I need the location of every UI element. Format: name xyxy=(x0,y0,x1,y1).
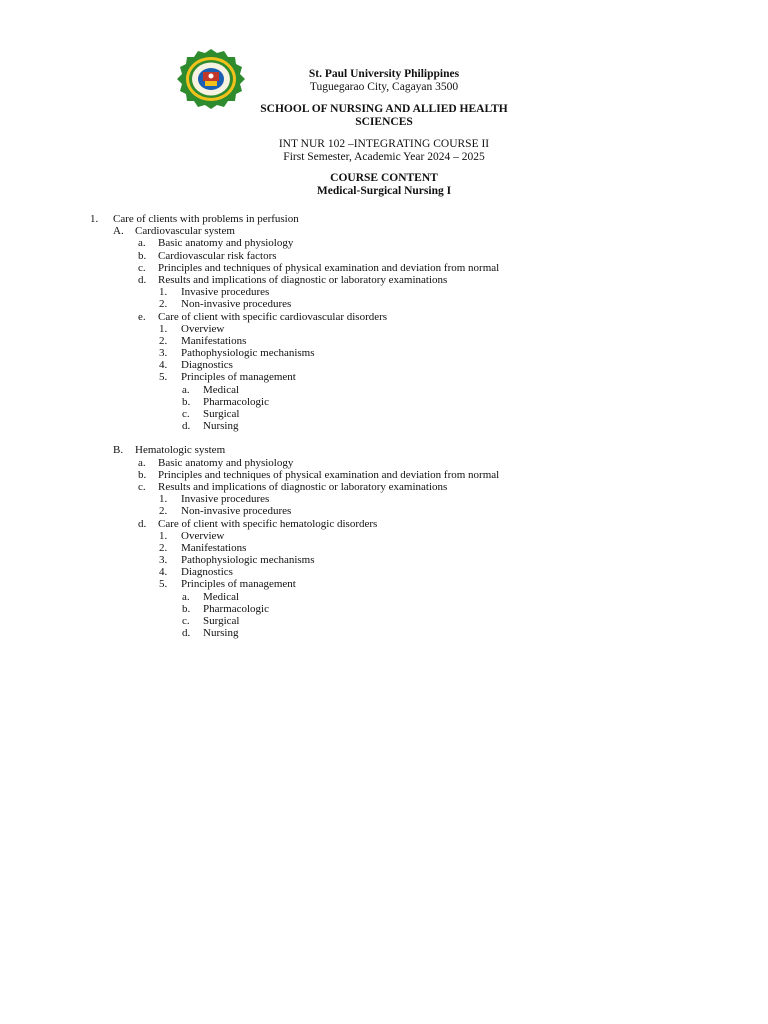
outline-label: Basic anatomy and physiology xyxy=(158,237,294,250)
outline-label: Pathophysiologic mechanisms xyxy=(181,554,315,567)
course-code: INT NUR 102 –INTEGRATING COURSE II xyxy=(278,138,490,150)
outline-label: Medical xyxy=(203,590,240,603)
outline-marker: d. xyxy=(182,420,191,433)
outline-label: Results and implications of diagnostic or laboratory examinations xyxy=(158,273,448,286)
outline-marker: b. xyxy=(138,468,147,481)
outline-item-1-A-e-5-b xyxy=(0,396,768,408)
outline-label: Overview xyxy=(181,322,225,335)
outline-label: Pharmacologic xyxy=(203,602,269,615)
outline-label: Basic anatomy and physiology xyxy=(158,456,294,469)
outline-label: Invasive procedures xyxy=(181,286,270,299)
outline-item-1-A-d-1 xyxy=(0,286,768,298)
outline-item-1-A-d xyxy=(0,274,768,286)
document-header xyxy=(208,68,560,197)
outline-item-1-A-e-3 xyxy=(0,347,768,359)
outline-marker: B. xyxy=(113,444,124,457)
outline-item-1-A-e xyxy=(0,311,768,323)
outline-item-1-A-e-5-c xyxy=(0,408,768,420)
outline-marker: c. xyxy=(138,480,146,493)
outline-label: Care of client with specific hematologic disorders xyxy=(158,517,378,530)
outline-label: Overview xyxy=(181,529,225,542)
outline-marker: c. xyxy=(182,615,190,627)
outline-label: Manifestations xyxy=(181,541,247,554)
outline-label: Invasive procedures xyxy=(181,493,270,506)
outline-item-1-B-d-5-d xyxy=(0,627,768,639)
outline-label: Nursing xyxy=(203,627,239,640)
outline-label: Surgical xyxy=(203,408,240,420)
outline-marker: c. xyxy=(182,408,190,420)
outline-label: Non-invasive procedures xyxy=(181,298,292,311)
outline-item-1-A-e-4 xyxy=(0,359,768,371)
outline-label: Surgical xyxy=(203,615,240,627)
outline-item-1 xyxy=(0,213,768,225)
outline-marker: 1. xyxy=(159,322,168,335)
outline-label: Pharmacologic xyxy=(203,395,269,408)
outline-marker: c. xyxy=(138,261,146,274)
outline-item-1-B-d-5-c xyxy=(0,615,768,627)
outline-item-1-A-e-5-d xyxy=(0,420,768,432)
outline-marker: 5. xyxy=(159,578,168,591)
outline-label: Principles and techniques of physical examination and deviation from normal xyxy=(158,261,500,274)
outline-marker: a. xyxy=(138,456,146,469)
outline-marker: A. xyxy=(113,225,124,238)
outline-marker: 5. xyxy=(159,371,168,384)
outline-marker: 2. xyxy=(159,298,168,311)
outline-marker: d. xyxy=(182,627,191,640)
outline-label: Manifestations xyxy=(181,334,247,347)
outline-item-1-B-c xyxy=(0,481,768,493)
outline-marker: d. xyxy=(138,273,147,286)
subject-title: Medical-Surgical Nursing I xyxy=(316,184,452,197)
outline-label: Principles and techniques of physical examination and deviation from normal xyxy=(158,468,500,481)
outline-marker: 2. xyxy=(159,541,168,554)
outline-item-1-B-b xyxy=(0,469,768,481)
university-name: St. Paul University Philippines xyxy=(308,68,460,80)
university-address: Tuguegarao City, Cagayan 3500 xyxy=(309,80,459,93)
outline-marker: 1. xyxy=(90,213,99,225)
outline-item-1-B-d-5 xyxy=(0,578,768,590)
outline-marker: 1. xyxy=(159,286,168,299)
outline-item-1-B-d-5-a xyxy=(0,591,768,603)
outline-marker: e. xyxy=(138,310,146,323)
outline-item-1-A xyxy=(0,225,768,237)
outline-marker: a. xyxy=(182,383,190,396)
outline-marker: 2. xyxy=(159,334,168,347)
outline-label: Nursing xyxy=(203,420,239,433)
outline-item-1-A-e-5 xyxy=(0,371,768,383)
outline-marker: 1. xyxy=(159,493,168,506)
outline-marker: 3. xyxy=(159,554,168,567)
outline-item-1-B-a xyxy=(0,457,768,469)
course-outline xyxy=(0,213,768,639)
outline-label: Principles of management xyxy=(181,371,296,384)
outline-item-1-A-d-2 xyxy=(0,298,768,310)
outline-marker: 3. xyxy=(159,347,168,360)
outline-label: Medical xyxy=(203,383,240,396)
outline-marker: 1. xyxy=(159,529,168,542)
outline-marker: d. xyxy=(138,517,147,530)
outline-label: Cardiovascular system xyxy=(135,225,235,238)
outline-marker: b. xyxy=(182,602,191,615)
outline-label: Results and implications of diagnostic or laboratory examinations xyxy=(158,480,448,493)
outline-label: Hematologic system xyxy=(135,444,226,457)
outline-item-1-B-d-5-b xyxy=(0,603,768,615)
outline-label: Cardiovascular risk factors xyxy=(158,249,277,262)
outline-item-1-B-c-2 xyxy=(0,505,768,517)
school-name-line2: SCIENCES xyxy=(355,115,413,128)
outline-marker: 4. xyxy=(159,566,168,579)
outline-item-1-B-d-4 xyxy=(0,566,768,578)
outline-label: Care of clients with problems in perfusion xyxy=(113,213,299,225)
outline-item-1-B-d-2 xyxy=(0,542,768,554)
outline-item-1-B-c-1 xyxy=(0,493,768,505)
outline-item-1-A-e-2 xyxy=(0,335,768,347)
outline-marker: 2. xyxy=(159,505,168,518)
outline-item-1-A-e-1 xyxy=(0,323,768,335)
outline-item-1-B-d xyxy=(0,518,768,530)
outline-marker: a. xyxy=(138,237,146,250)
outline-label: Principles of management xyxy=(181,578,296,591)
outline-item-1-A-e-5-a xyxy=(0,384,768,396)
outline-item-1-B-d-3 xyxy=(0,554,768,566)
outline-label: Diagnostics xyxy=(181,566,233,579)
outline-item-1-B-d-1 xyxy=(0,530,768,542)
academic-term: First Semester, Academic Year 2024 – 2025 xyxy=(283,150,485,163)
outline-marker: 4. xyxy=(159,359,168,372)
outline-label: Pathophysiologic mechanisms xyxy=(181,347,315,360)
outline-marker: a. xyxy=(182,590,190,603)
outline-marker: b. xyxy=(138,249,147,262)
outline-label: Care of client with specific cardiovascular disorders xyxy=(158,310,388,323)
outline-item-1-B xyxy=(0,444,768,456)
school-name-line1: SCHOOL OF NURSING AND ALLIED HEALTH xyxy=(260,103,508,115)
outline-item-1-A-c xyxy=(0,262,768,274)
outline-marker: b. xyxy=(182,395,191,408)
section-title: COURSE CONTENT xyxy=(330,172,438,184)
outline-item-1-A-b xyxy=(0,250,768,262)
outline-label: Diagnostics xyxy=(181,359,233,372)
outline-item-1-A-a xyxy=(0,237,768,249)
outline-label: Non-invasive procedures xyxy=(181,505,292,518)
